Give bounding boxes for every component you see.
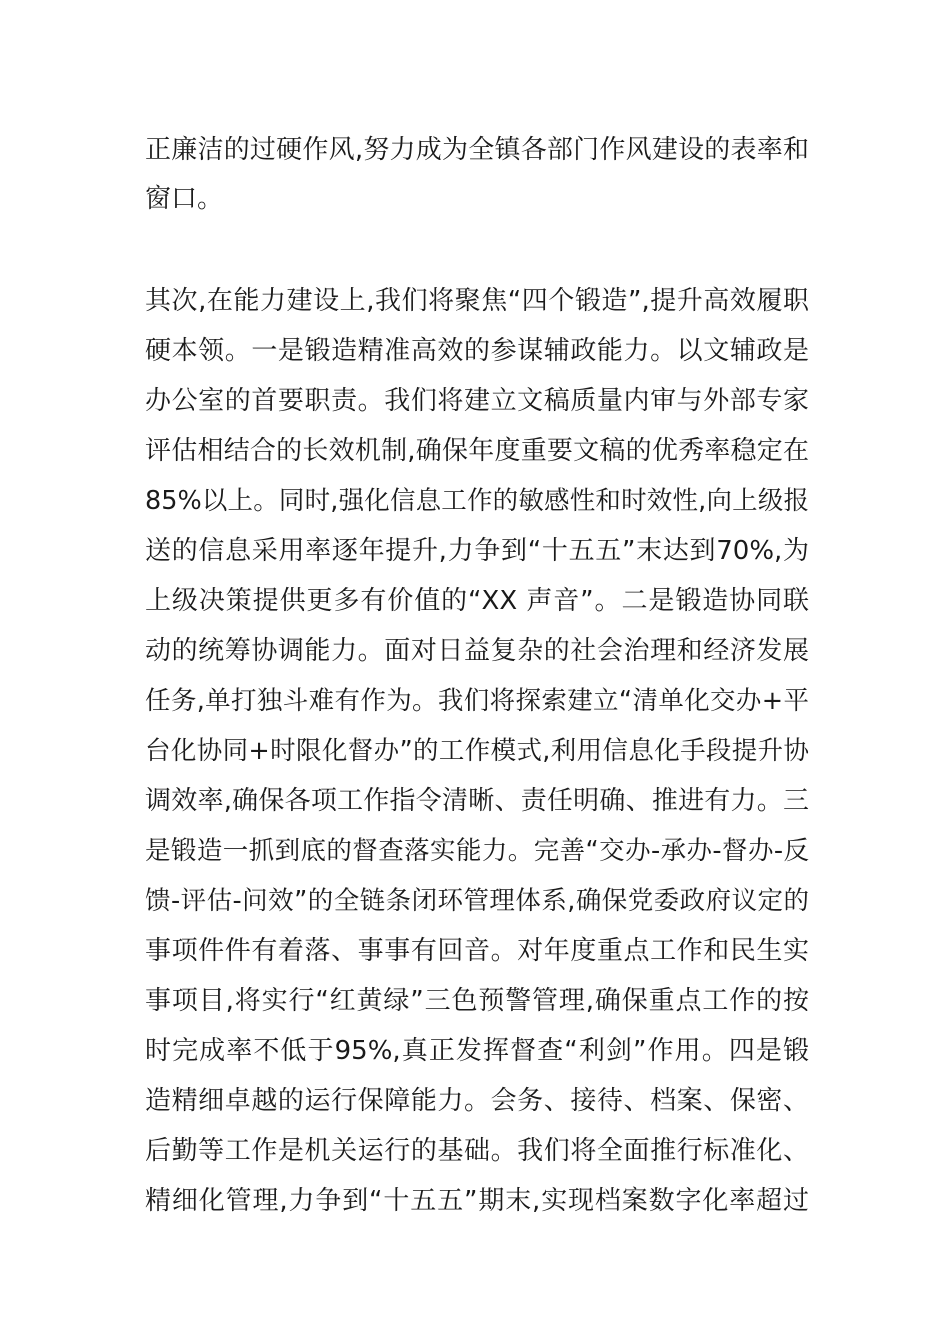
text-line: 后勤等工作是机关运行的基础。我们将全面推行标准化、 xyxy=(145,1136,809,1166)
text-line: 事项目,将实行“红黄绿”三色预警管理,确保重点工作的按 xyxy=(145,986,809,1016)
text-line: 精细化管理,力争到“十五五”期末,实现档案数字化率超过 xyxy=(145,1186,809,1216)
text-line: 窗口。 xyxy=(145,184,224,214)
text-line: 正廉洁的过硬作风,努力成为全镇各部门作风建设的表率和 xyxy=(145,135,809,165)
text-line: 事项件件有着落、事事有回音。对年度重点工作和民生实 xyxy=(145,936,809,966)
text-line: 调效率,确保各项工作指令清晰、责任明确、推进有力。三 xyxy=(145,786,809,816)
text-line: 85%以上。同时,强化信息工作的敏感性和时效性,向上级报 xyxy=(145,486,809,516)
text-line: 时完成率不低于95%,真正发挥督查“利剑”作用。四是锻 xyxy=(145,1036,809,1066)
text-line: 办公室的首要职责。我们将建立文稿质量内审与外部专家 xyxy=(145,386,809,416)
text-line: 造精细卓越的运行保障能力。会务、接待、档案、保密、 xyxy=(145,1086,809,1116)
text-line: 其次,在能力建设上,我们将聚焦“四个锻造”,提升高效履职 xyxy=(145,286,809,316)
text-line: 动的统筹协调能力。面对日益复杂的社会治理和经济发展 xyxy=(145,636,809,666)
text-line: 任务,单打独斗难有作为。我们将探索建立“清单化交办+平 xyxy=(145,686,809,716)
text-line: 硬本领。一是锻造精准高效的参谋辅政能力。以文辅政是 xyxy=(145,336,809,366)
text-line: 是锻造一抓到底的督查落实能力。完善“交办-承办-督办-反 xyxy=(145,836,809,866)
text-line: 台化协同+时限化督办”的工作模式,利用信息化手段提升协 xyxy=(145,736,809,766)
text-line: 馈-评估-问效”的全链条闭环管理体系,确保党委政府议定的 xyxy=(145,886,809,916)
text-line: 送的信息采用率逐年提升,力争到“十五五”末达到70%,为 xyxy=(145,536,809,566)
text-line: 评估相结合的长效机制,确保年度重要文稿的优秀率稳定在 xyxy=(145,436,809,466)
text-line: 上级决策提供更多有价值的“XX 声音”。二是锻造协同联 xyxy=(145,586,809,616)
